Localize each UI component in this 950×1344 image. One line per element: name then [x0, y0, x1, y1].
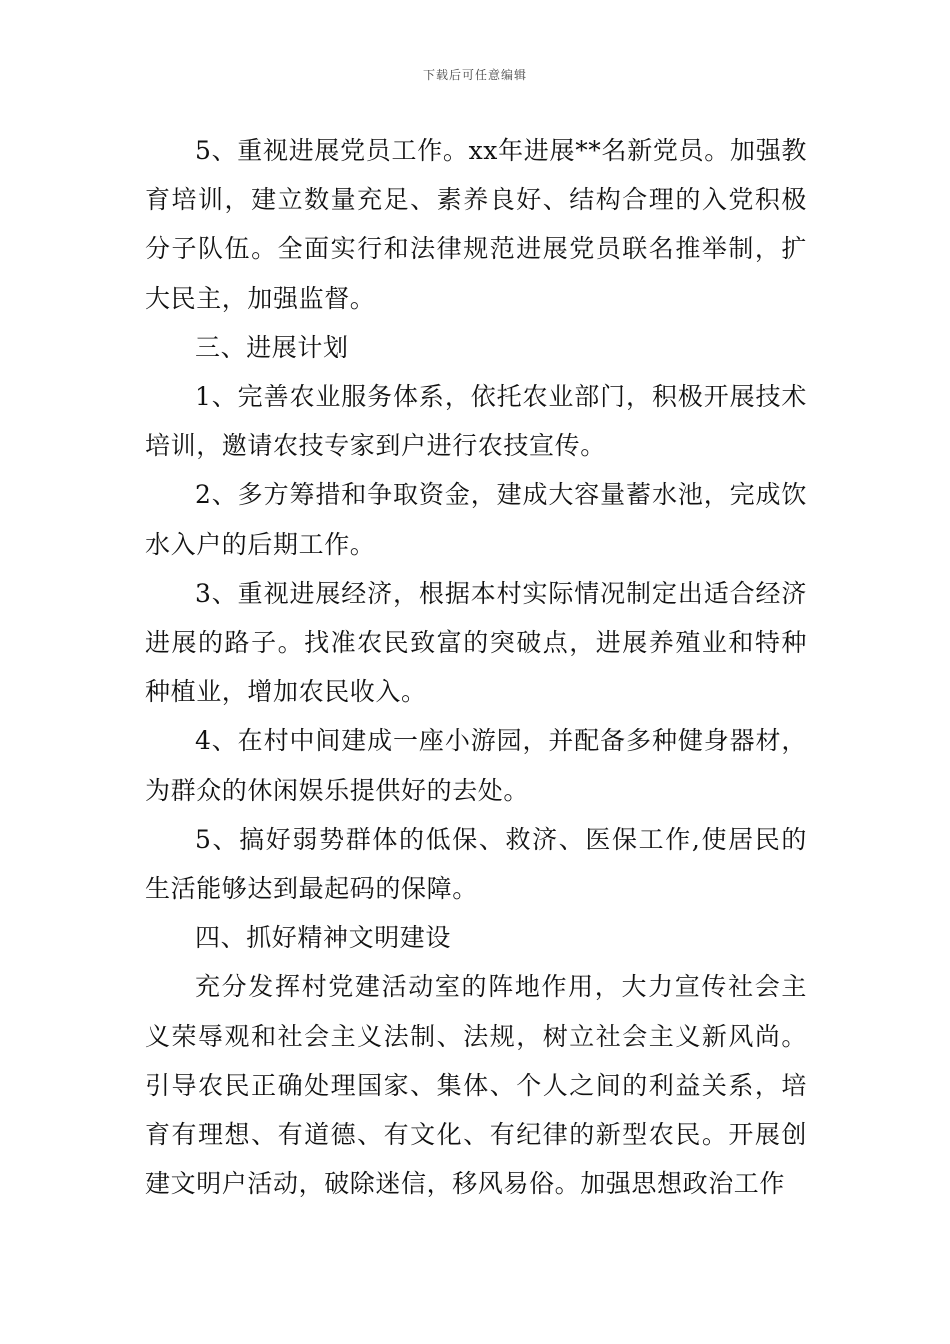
paragraph-agri-service: 1、完善农业服务体系，依托农业部门，积极开展技术培训，邀请农技专家到户进行农技宣传。 — [145, 382, 807, 461]
paragraph-economy: 3、重视进展经济，根据本村实际情况制定出适合经济进展的路子。找准农民致富的突破点，进展养殖业和特种种植业，增加农民收入。 — [145, 578, 807, 707]
paragraph-party-member-work: 5、重视进展党员工作。xx年进展**名新党员。加强教育培训，建立数量充足、素养良好、结构合理的入党积极分子队伍。全面实行和法律规范进展党员联名推举制，扩大民主，加强监督。 — [145, 136, 807, 313]
paragraph-welfare: 5、搞好弱势群体的低保、救济、医保工作,使居民的生活能够达到最起码的保障。 — [145, 824, 807, 904]
paragraph-park: 4、在村中间建成一座小游园，并配备多种健身器材，为群众的休闲娱乐提供好的去处。 — [145, 726, 807, 805]
page-header: 下载后可任意编辑 — [422, 68, 527, 82]
paragraph-water-project: 2、多方筹措和争取资金，建成大容量蓄水池，完成饮水入户的后期工作。 — [145, 480, 807, 559]
section-heading-development-plan: 三、进展计划 — [195, 332, 349, 362]
section-heading-civilization: 四、抓好精神文明建设 — [195, 923, 452, 953]
paragraph-civilization-work: 充分发挥村党建活动室的阵地作用，大力宣传社会主义荣辱观和社会主义法制、法规，树立社会主义新风尚。引导农民正确处理国家、集体、个人之间的利益关系，培育有理想、有道德、有文化、有纪律的新型农民。开展创建文明户活动，破除迷信，移风易俗。加强思想政治工作 — [145, 972, 807, 1199]
document-body — [145, 126, 807, 1208]
